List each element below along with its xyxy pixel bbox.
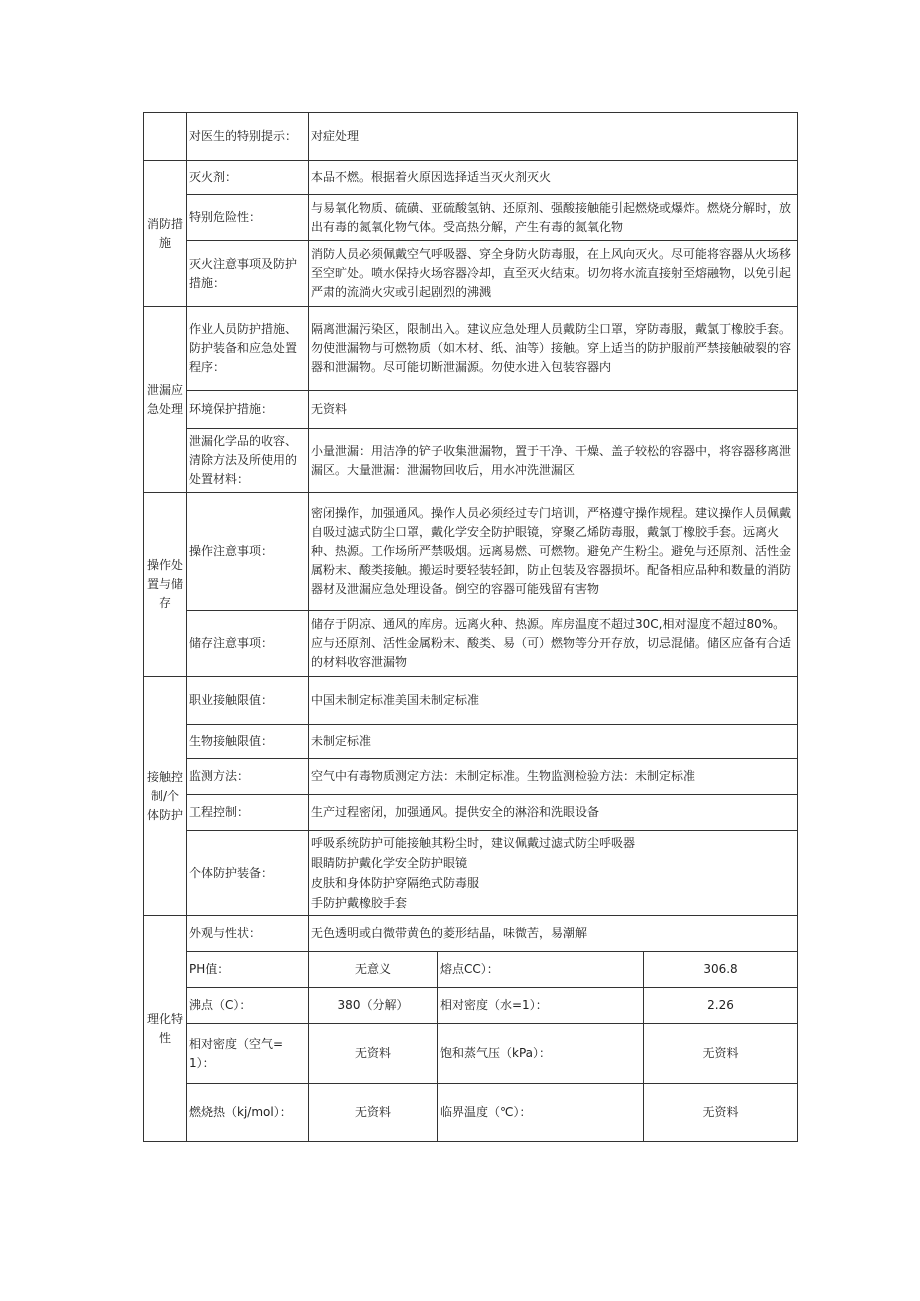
section-leak: 泄漏应急处理 xyxy=(144,307,187,493)
field-label: 外观与性状： xyxy=(187,916,309,952)
field-label: 监测方法： xyxy=(187,759,309,795)
field-value: 本品不燃。根据着火原因选择适当灭火剂灭火 xyxy=(309,161,798,195)
table-row xyxy=(144,988,798,1024)
prop-label: 相对密度（空气=1）： xyxy=(187,1024,309,1084)
table-row xyxy=(144,795,798,831)
prop-value: 306.8 xyxy=(644,952,798,988)
table-row xyxy=(144,952,798,988)
ppe-line: 呼吸系统防护可能接触其粉尘时，建议佩戴过滤式防尘呼吸器 xyxy=(311,836,636,850)
field-value: 储存于阴凉、通风的库房。远离火种、热源。库房温度不超过30C,相对湿度不超过80%。应与还原剂、活性金属粉末、酸类、易（可）燃物等分开存放，切忌混储。储区应备有合适的材料收容泄漏物 xyxy=(309,611,798,677)
field-value: 未制定标准 xyxy=(309,725,798,759)
ppe-line: 眼睛防护戴化学安全防护眼镜 xyxy=(311,856,468,870)
field-value: 无色透明或白微带黄色的菱形结晶，味微苦，易潮解 xyxy=(309,916,798,952)
field-label: 泄漏化学品的收容、清除方法及所使用的处置材料： xyxy=(187,429,309,493)
table-row xyxy=(144,391,798,429)
field-label: 工程控制： xyxy=(187,795,309,831)
ppe-list xyxy=(309,831,798,916)
field-value: 小量泄漏：用洁净的铲子收集泄漏物，置于干净、干燥、盖子较松的容器中，将容器移离泄漏区。大量泄漏：泄漏物回收后，用水冲洗泄漏区 xyxy=(309,429,798,493)
field-value: 中国未制定标准美国未制定标准 xyxy=(309,677,798,725)
field-value: 密闭操作，加强通风。操作人员必须经过专门培训，严格遵守操作规程。建议操作人员佩戴自吸过滤式防尘口罩，戴化学安全防护眼镜，穿聚乙烯防毒服，戴氯丁橡胶手套。远离火种、热源。工作场所严禁吸烟。远离易燃、可燃物。避免产生粉尘。避免与还原剂、活性金属粉末、酸类接触。搬运时要轻装轻卸，防止包装及容器损坏。配备相应品种和数量的消防器材及泄漏应急处理设备。倒空的容器可能残留有害物 xyxy=(309,493,798,611)
field-label: 生物接触限值： xyxy=(187,725,309,759)
prop-value: 无资料 xyxy=(309,1084,438,1142)
field-value: 生产过程密闭，加强通风。提供安全的淋浴和洗眼设备 xyxy=(309,795,798,831)
section-properties: 理化特性 xyxy=(144,916,187,1142)
field-label: 特别危险性： xyxy=(187,195,309,241)
table-row xyxy=(144,241,798,307)
prop-value: 380（分解） xyxy=(309,988,438,1024)
field-value: 消防人员必须佩戴空气呼吸器、穿全身防火防毒服，在上风向灭火。尽可能将容器从火场移至空旷处。喷水保持火场容器冷却，直至灭火结束。切勿将水流直接射至熔融物，以免引起严肃的流淌火灾或引起剧烈的沸溅 xyxy=(309,241,798,307)
prop-value: 无资料 xyxy=(309,1024,438,1084)
field-label: 职业接触限值： xyxy=(187,677,309,725)
prop-value: 无资料 xyxy=(644,1084,798,1142)
msds-table xyxy=(143,112,798,1142)
table-row xyxy=(144,1084,798,1142)
prop-label: 饱和蒸气压（kPa）： xyxy=(438,1024,644,1084)
prop-label: 沸点（C）： xyxy=(187,988,309,1024)
table-row xyxy=(144,725,798,759)
section-firefighting: 消防措施 xyxy=(144,161,187,307)
field-label: 个体防护装备： xyxy=(187,831,309,916)
prop-value: 无资料 xyxy=(644,1024,798,1084)
field-label: 灭火注意事项及防护措施： xyxy=(187,241,309,307)
prop-value: 无意义 xyxy=(309,952,438,988)
prop-label: PH值： xyxy=(187,952,309,988)
field-value: 隔离泄漏污染区，限制出入。建议应急处理人员戴防尘口罩，穿防毒服，戴氯丁橡胶手套。勿使泄漏物与可燃物质（如木材、纸、油等）接触。穿上适当的防护服前严禁接触破裂的容器和泄漏物。尽可能切断泄漏源。勿使水进入包装容器内 xyxy=(309,307,798,391)
table-row xyxy=(144,493,798,611)
table-row xyxy=(144,611,798,677)
table-row xyxy=(144,113,798,161)
prop-label: 相对密度（水=1）： xyxy=(438,988,644,1024)
section-cell-empty xyxy=(144,113,187,161)
table-row xyxy=(144,916,798,952)
prop-label: 临界温度（℃）： xyxy=(438,1084,644,1142)
prop-label: 熔点CC）： xyxy=(438,952,644,988)
table-row xyxy=(144,759,798,795)
ppe-line: 皮肤和身体防护穿隔绝式防毒服 xyxy=(311,876,480,890)
field-label: 储存注意事项： xyxy=(187,611,309,677)
section-exposure: 接触控制/个体防护 xyxy=(144,677,187,916)
prop-value: 2.26 xyxy=(644,988,798,1024)
field-value: 空气中有毒物质测定方法：未制定标准。生物监测检验方法：未制定标准 xyxy=(309,759,798,795)
field-value: 无资料 xyxy=(309,391,798,429)
table-row xyxy=(144,677,798,725)
table-row xyxy=(144,831,798,916)
field-label: 环境保护措施： xyxy=(187,391,309,429)
field-label: 对医生的特别提示： xyxy=(187,113,309,161)
prop-label: 燃烧热（kj/mol）： xyxy=(187,1084,309,1142)
ppe-line: 手防护戴橡胶手套 xyxy=(311,896,408,910)
table-row xyxy=(144,307,798,391)
table-row xyxy=(144,195,798,241)
field-value: 与易氧化物质、硫磺、亚硫酸氢钠、还原剂、强酸接触能引起燃烧或爆炸。燃烧分解时，放出有毒的氮氧化物气体。受高热分解，产生有毒的氮氧化物 xyxy=(309,195,798,241)
field-label: 操作注意事项： xyxy=(187,493,309,611)
table-row xyxy=(144,1024,798,1084)
field-value: 对症处理 xyxy=(309,113,798,161)
table-row xyxy=(144,429,798,493)
field-label: 灭火剂： xyxy=(187,161,309,195)
table-row xyxy=(144,161,798,195)
field-label: 作业人员防护措施、防护装备和应急处置程序： xyxy=(187,307,309,391)
section-handling: 操作处置与储存 xyxy=(144,493,187,677)
